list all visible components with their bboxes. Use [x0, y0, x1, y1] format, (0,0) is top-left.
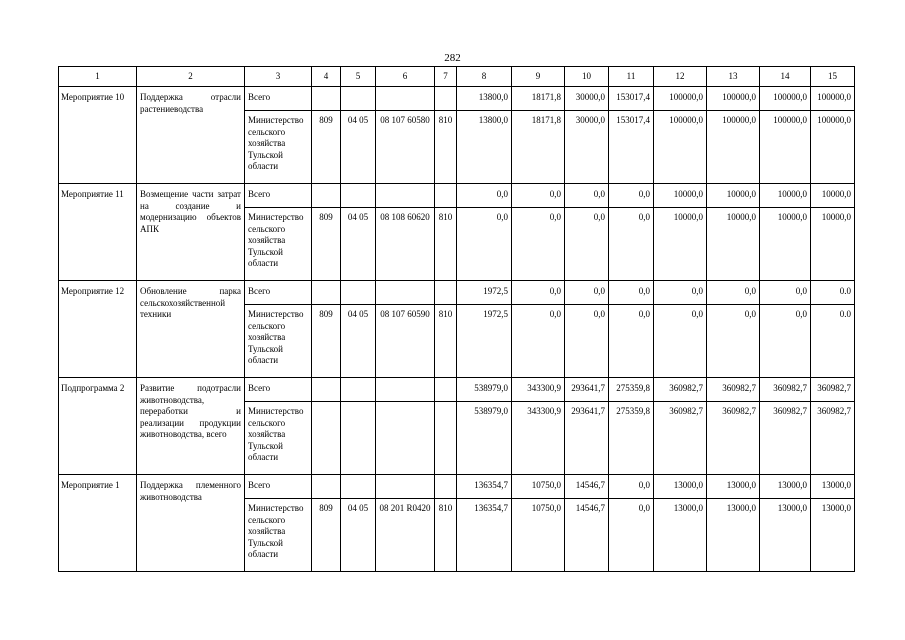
- total-label: Всего: [245, 184, 312, 208]
- detail-value: 100000,0: [707, 111, 760, 184]
- total-value: 10000,0: [811, 184, 855, 208]
- empty-cell: [435, 378, 457, 402]
- total-value: 10750,0: [512, 475, 565, 499]
- total-value: 10000,0: [707, 184, 760, 208]
- detail-value: 343300,9: [512, 402, 565, 475]
- detail-value: 0,0: [565, 305, 609, 378]
- empty-cell: [312, 378, 341, 402]
- empty-cell: [435, 87, 457, 111]
- detail-value: 360982,7: [811, 402, 855, 475]
- column-header: 11: [609, 67, 654, 87]
- detail-value: 100000,0: [811, 111, 855, 184]
- section-code: 04 05: [341, 111, 376, 184]
- agency-label: Министерство сельского хозяйства Тульской области: [245, 402, 312, 475]
- budget-table: [58, 66, 855, 572]
- detail-value: 360982,7: [707, 402, 760, 475]
- section-code: [341, 402, 376, 475]
- detail-value: 0,0: [512, 208, 565, 281]
- expense-type-code: 810: [435, 305, 457, 378]
- total-value: 0,0: [760, 281, 811, 305]
- block-total-row: [59, 87, 855, 111]
- detail-value: 100000,0: [760, 111, 811, 184]
- ministry-code: 809: [312, 305, 341, 378]
- detail-value: 10000,0: [760, 208, 811, 281]
- column-header: 4: [312, 67, 341, 87]
- detail-value: 0,0: [565, 208, 609, 281]
- target-article-code: 08 107 60590: [376, 305, 435, 378]
- total-value: 360982,7: [811, 378, 855, 402]
- detail-value: 18171,8: [512, 111, 565, 184]
- page-number: 282: [444, 52, 461, 64]
- column-header: 7: [435, 67, 457, 87]
- column-header: 12: [654, 67, 707, 87]
- target-article-code: 08 107 60580: [376, 111, 435, 184]
- column-header: 14: [760, 67, 811, 87]
- total-value: 100000,0: [654, 87, 707, 111]
- total-value: 343300,9: [512, 378, 565, 402]
- total-value: 10000,0: [654, 184, 707, 208]
- empty-cell: [376, 378, 435, 402]
- empty-cell: [341, 184, 376, 208]
- total-label: Всего: [245, 475, 312, 499]
- empty-cell: [435, 281, 457, 305]
- empty-cell: [341, 87, 376, 111]
- expense-type-code: [435, 402, 457, 475]
- detail-value: 13000,0: [811, 499, 855, 572]
- column-header-row: [59, 67, 855, 87]
- total-value: 275359,8: [609, 378, 654, 402]
- detail-value: 10000,0: [811, 208, 855, 281]
- total-value: 1972,5: [457, 281, 512, 305]
- ministry-code: [312, 402, 341, 475]
- expense-type-code: 810: [435, 499, 457, 572]
- total-value: 30000,0: [565, 87, 609, 111]
- total-value: 100000,0: [811, 87, 855, 111]
- total-value: 0,0: [565, 184, 609, 208]
- empty-cell: [312, 281, 341, 305]
- total-value: 13800,0: [457, 87, 512, 111]
- empty-cell: [312, 184, 341, 208]
- block-label: Мероприятие 1: [59, 475, 137, 572]
- detail-value: 0,0: [609, 499, 654, 572]
- target-article-code: 08 201 R0420: [376, 499, 435, 572]
- detail-value: 1972,5: [457, 305, 512, 378]
- total-value: 13000,0: [707, 475, 760, 499]
- block-total-row: [59, 184, 855, 208]
- total-value: 360982,7: [707, 378, 760, 402]
- total-value: 13000,0: [654, 475, 707, 499]
- agency-label: Министерство сельского хозяйства Тульской области: [245, 111, 312, 184]
- block-title: Возмещение части затрат на создание и модернизацию объектов АПК: [137, 184, 245, 281]
- block-total-row: [59, 475, 855, 499]
- total-value: 0,0: [512, 281, 565, 305]
- empty-cell: [376, 475, 435, 499]
- total-value: 153017,4: [609, 87, 654, 111]
- block-label: Мероприятие 12: [59, 281, 137, 378]
- detail-value: 14546,7: [565, 499, 609, 572]
- section-code: 04 05: [341, 305, 376, 378]
- detail-value: 0,0: [457, 208, 512, 281]
- total-value: 0,0: [457, 184, 512, 208]
- empty-cell: [376, 87, 435, 111]
- detail-value: 153017,4: [609, 111, 654, 184]
- empty-cell: [341, 475, 376, 499]
- block-title: Обновление парка сельскохозяйственной техники: [137, 281, 245, 378]
- column-header: 2: [137, 67, 245, 87]
- total-value: 538979,0: [457, 378, 512, 402]
- block-label: Мероприятие 10: [59, 87, 137, 184]
- total-label: Всего: [245, 87, 312, 111]
- total-value: 100000,0: [760, 87, 811, 111]
- total-value: 293641,7: [565, 378, 609, 402]
- column-header: 9: [512, 67, 565, 87]
- empty-cell: [376, 281, 435, 305]
- column-header: 3: [245, 67, 312, 87]
- ministry-code: 809: [312, 499, 341, 572]
- detail-value: 0,0: [512, 305, 565, 378]
- ministry-code: 809: [312, 208, 341, 281]
- empty-cell: [312, 475, 341, 499]
- detail-value: 30000,0: [565, 111, 609, 184]
- expense-type-code: 810: [435, 111, 457, 184]
- total-value: 0,0: [707, 281, 760, 305]
- total-value: 0,0: [609, 281, 654, 305]
- detail-value: 538979,0: [457, 402, 512, 475]
- total-label: Всего: [245, 281, 312, 305]
- ministry-code: 809: [312, 111, 341, 184]
- total-value: 14546,7: [565, 475, 609, 499]
- total-value: 0,0: [654, 281, 707, 305]
- target-article-code: [376, 402, 435, 475]
- column-header: 13: [707, 67, 760, 87]
- block-title: Поддержка отрасли растениеводства: [137, 87, 245, 184]
- detail-value: 293641,7: [565, 402, 609, 475]
- target-article-code: 08 108 60620: [376, 208, 435, 281]
- block-label: Подпрограмма 2: [59, 378, 137, 475]
- column-header: 6: [376, 67, 435, 87]
- block-title: Развитие подотрасли животноводства, переработки и реализации продукции животноводства, всего: [137, 378, 245, 475]
- total-value: 0,0: [609, 184, 654, 208]
- detail-value: 13800,0: [457, 111, 512, 184]
- detail-value: 0,0: [609, 305, 654, 378]
- empty-cell: [312, 87, 341, 111]
- expense-type-code: 810: [435, 208, 457, 281]
- detail-value: 360982,7: [760, 402, 811, 475]
- empty-cell: [435, 475, 457, 499]
- column-header: 5: [341, 67, 376, 87]
- empty-cell: [376, 184, 435, 208]
- detail-value: 10000,0: [654, 208, 707, 281]
- agency-label: Министерство сельского хозяйства Тульской области: [245, 499, 312, 572]
- detail-value: 13000,0: [654, 499, 707, 572]
- total-value: 0,0: [512, 184, 565, 208]
- detail-value: 275359,8: [609, 402, 654, 475]
- column-header: 10: [565, 67, 609, 87]
- total-value: 0,0: [565, 281, 609, 305]
- total-value: 13000,0: [760, 475, 811, 499]
- block-total-row: [59, 281, 855, 305]
- total-label: Всего: [245, 378, 312, 402]
- detail-value: 136354,7: [457, 499, 512, 572]
- detail-value: 0,0: [609, 208, 654, 281]
- detail-value: 13000,0: [760, 499, 811, 572]
- total-value: 360982,7: [760, 378, 811, 402]
- total-value: 0,0: [609, 475, 654, 499]
- detail-value: 0,0: [654, 305, 707, 378]
- detail-value: 0,0: [760, 305, 811, 378]
- column-header: 8: [457, 67, 512, 87]
- total-value: 18171,8: [512, 87, 565, 111]
- total-value: 100000,0: [707, 87, 760, 111]
- agency-label: Министерство сельского хозяйства Тульской области: [245, 305, 312, 378]
- detail-value: 0,0: [707, 305, 760, 378]
- block-total-row: [59, 378, 855, 402]
- total-value: 136354,7: [457, 475, 512, 499]
- column-header: 15: [811, 67, 855, 87]
- detail-value: 10750,0: [512, 499, 565, 572]
- empty-cell: [341, 378, 376, 402]
- block-title: Поддержка племенного животноводства: [137, 475, 245, 572]
- block-label: Мероприятие 11: [59, 184, 137, 281]
- detail-value: 0.0: [811, 305, 855, 378]
- detail-value: 100000,0: [654, 111, 707, 184]
- agency-label: Министерство сельского хозяйства Тульской области: [245, 208, 312, 281]
- section-code: 04 05: [341, 208, 376, 281]
- total-value: 10000,0: [760, 184, 811, 208]
- detail-value: 13000,0: [707, 499, 760, 572]
- column-header: 1: [59, 67, 137, 87]
- detail-value: 10000,0: [707, 208, 760, 281]
- section-code: 04 05: [341, 499, 376, 572]
- empty-cell: [435, 184, 457, 208]
- total-value: 13000,0: [811, 475, 855, 499]
- empty-cell: [341, 281, 376, 305]
- detail-value: 360982,7: [654, 402, 707, 475]
- total-value: 360982,7: [654, 378, 707, 402]
- total-value: 0.0: [811, 281, 855, 305]
